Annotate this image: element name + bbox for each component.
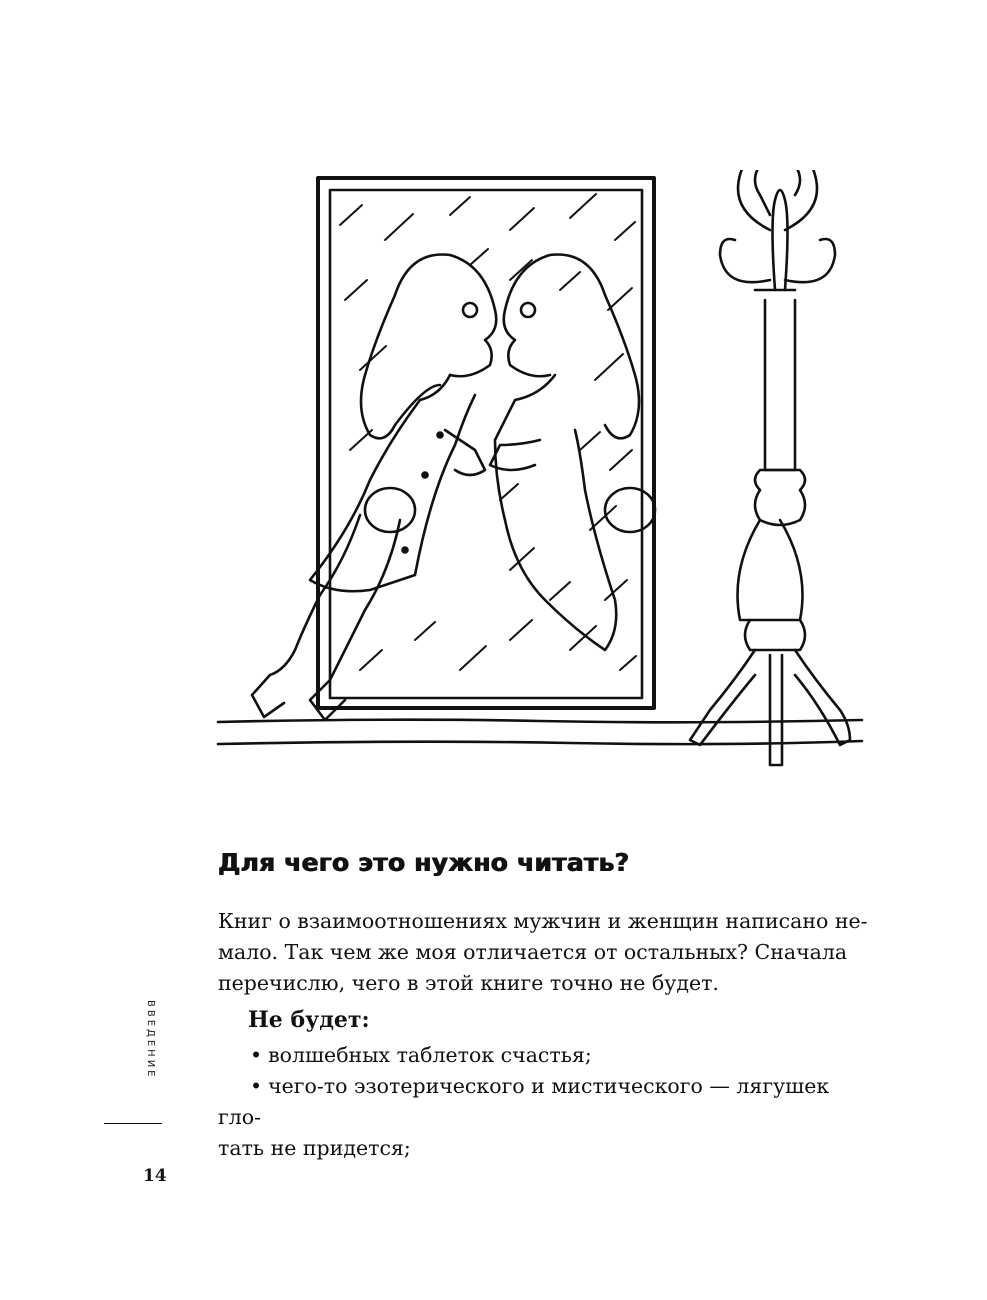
list-item (218, 1071, 868, 1133)
intro-paragraph (218, 906, 868, 999)
coat-rack-icon (690, 170, 850, 765)
list-subheading: Не будет: (248, 1007, 370, 1033)
list-item-text: волшебных таблеток счастья; (268, 1043, 592, 1067)
bullet-list (218, 1040, 868, 1164)
section-heading: Для чего это нужно читать? (218, 848, 630, 877)
floor-line (218, 720, 862, 744)
woman-icon (252, 255, 496, 721)
intro-line: мало. Так чем же моя отличается от остальных? Сначала (218, 940, 848, 964)
page-number: 14 (143, 1166, 167, 1186)
list-item (218, 1040, 868, 1071)
illustration (210, 170, 870, 780)
bullet-icon: • (250, 1043, 263, 1067)
intro-line: перечислю, чего в этой книге точно не будет. (218, 971, 719, 995)
margin-divider (104, 1123, 162, 1124)
intro-line: Книг о взаимоотношениях мужчин и женщин написано не- (218, 909, 868, 933)
section-label: ВВЕДЕНИЕ (145, 1000, 156, 1080)
list-item-text: чего-то эзотерического и мистического — лягушек гло- (218, 1074, 830, 1129)
bullet-icon: • (250, 1074, 263, 1098)
list-item-continuation: тать не придется; (218, 1136, 411, 1160)
mirror-icon (318, 178, 654, 708)
